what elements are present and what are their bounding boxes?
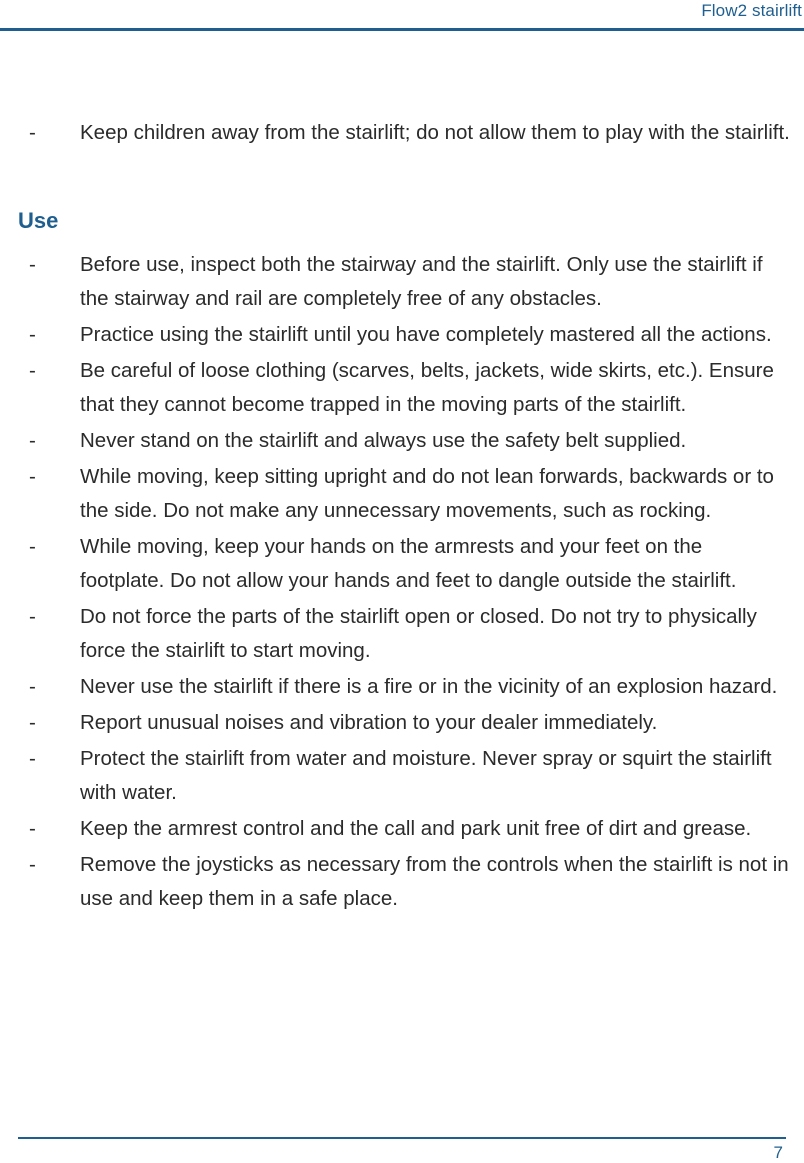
use-bullet-list	[0, 248, 790, 918]
document-title: Flow2 stairlift	[701, 1, 802, 20]
section-heading-use: Use	[18, 208, 59, 233]
bullet-dash: -	[29, 121, 36, 144]
list-item-text: While moving, keep your hands on the armrests and your feet on the footplate. Do not allow your hands and feet to dangle outside the stairlift.	[80, 535, 737, 592]
bullet-dash: -	[29, 429, 36, 452]
list-item	[0, 812, 790, 846]
list-item	[0, 530, 790, 598]
list-item-text: Before use, inspect both the stairway and the stairlift. Only use the stairlift if the stairway and rail are completely free of any obstacles.	[80, 253, 763, 310]
list-item	[0, 848, 790, 916]
bullet-dash: -	[29, 465, 36, 488]
page-number: 7	[773, 1143, 783, 1162]
list-item	[0, 248, 790, 316]
bullet-dash: -	[29, 675, 36, 698]
list-item	[0, 742, 790, 810]
list-item	[0, 318, 790, 352]
list-item	[0, 706, 790, 740]
list-item-text: While moving, keep sitting upright and do not lean forwards, backwards or to the side. Do not make any unnecessary movements, such as rocking.	[80, 465, 774, 522]
bullet-dash: -	[29, 853, 36, 876]
bullet-dash: -	[29, 253, 36, 276]
list-item-text: Remove the joysticks as necessary from the controls when the stairlift is not in use and keep them in a safe place.	[80, 853, 789, 910]
list-item-text: Do not force the parts of the stairlift open or closed. Do not try to physically force the stairlift to start moving.	[80, 605, 757, 662]
list-item-text: Keep children away from the stairlift; do not allow them to play with the stairlift.	[80, 121, 790, 144]
list-item-text: Report unusual noises and vibration to your dealer immediately.	[80, 711, 658, 734]
intro-bullet-list	[0, 116, 790, 152]
list-item-text: Practice using the stairlift until you have completely mastered all the actions.	[80, 323, 772, 346]
list-item	[0, 424, 790, 458]
bullet-dash: -	[29, 605, 36, 628]
list-item-text: Never use the stairlift if there is a fire or in the vicinity of an explosion hazard.	[80, 675, 778, 698]
bullet-dash: -	[29, 323, 36, 346]
bullet-dash: -	[29, 535, 36, 558]
list-item-text: Keep the armrest control and the call and park unit free of dirt and grease.	[80, 817, 752, 840]
header-divider	[0, 28, 804, 31]
bullet-dash: -	[29, 359, 36, 382]
bullet-dash: -	[29, 747, 36, 770]
bullet-dash: -	[29, 711, 36, 734]
list-item-text: Protect the stairlift from water and moisture. Never spray or squirt the stairlift with water.	[80, 747, 772, 804]
list-item	[0, 600, 790, 668]
list-item	[0, 354, 790, 422]
list-item-text: Be careful of loose clothing (scarves, belts, jackets, wide skirts, etc.). Ensure that they cannot become trapped in the moving parts of the stairlift.	[80, 359, 774, 416]
list-item	[0, 670, 790, 704]
footer-divider	[18, 1137, 786, 1139]
bullet-dash: -	[29, 817, 36, 840]
list-item-text: Never stand on the stairlift and always use the safety belt supplied.	[80, 429, 687, 452]
list-item	[0, 116, 790, 150]
list-item	[0, 460, 790, 528]
